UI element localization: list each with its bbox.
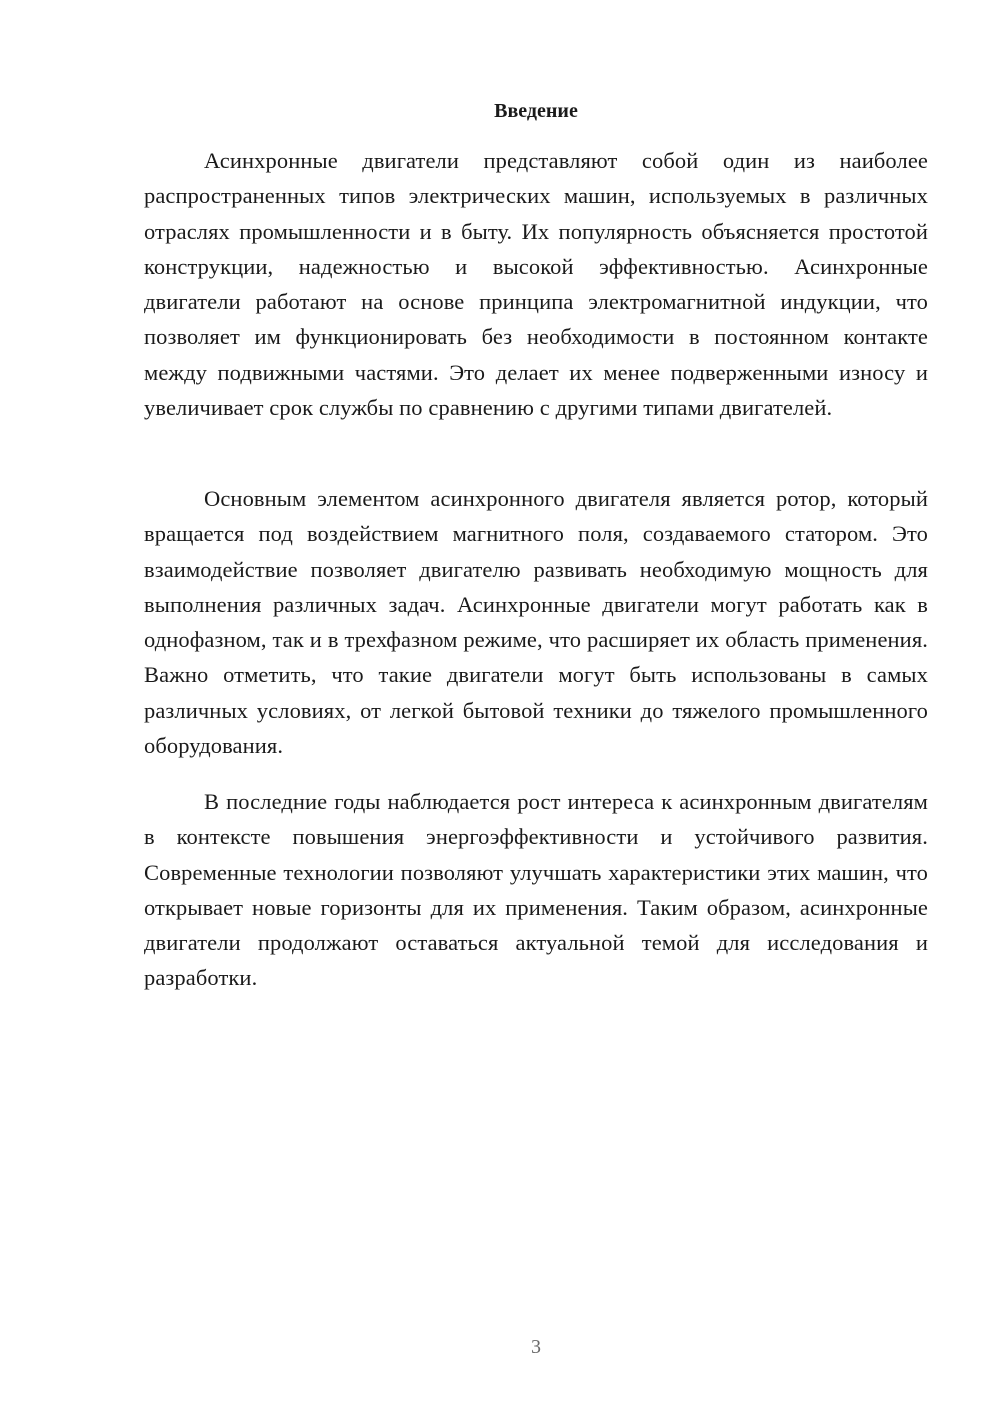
section-heading: Введение [494,100,578,122]
paragraph-1: Асинхронные двигатели представляют собой один из наиболее распространенных типов электрических машин, используемых в различных отраслях промышленности и в быту. Их популярность объясняется простотой конструкции, надежностью и высокой эффективностью. Асинхронные двигатели работают на основе принципа электромагнитной индукции, что позволяет им функционировать без необходимости в постоянном контакте между подвижными частями. Это делает их менее подверженными износу и увеличивает срок службы по сравнению с другими типами двигателей. [144,148,928,421]
paragraph-3: В последние годы наблюдается рост интереса к асинхронным двигателям в контексте повышения энергоэффективности и устойчивого развития. Современные технологии позволяют улучшать характеристики этих машин, что открывает новые горизонты для их применения. Таким образом, асинхронные двигатели продолжают оставаться актуальной темой для исследования и разработки. [144,789,928,991]
page-number: 3 [531,1336,541,1358]
paragraph-2: Основным элементом асинхронного двигателя является ротор, который вращается под воздействием магнитного поля, создаваемого статором. Это взаимодействие позволяет двигателю развивать необходимую мощность для выполнения различных задач. Асинхронные двигатели могут работать как в однофазном, так и в трехфазном режиме, что расширяет их область применения. Важно отметить, что такие двигатели могут быть использованы в самых различных условиях, от легкой бытовой техники до тяжелого промышленного оборудования. [144,486,928,759]
